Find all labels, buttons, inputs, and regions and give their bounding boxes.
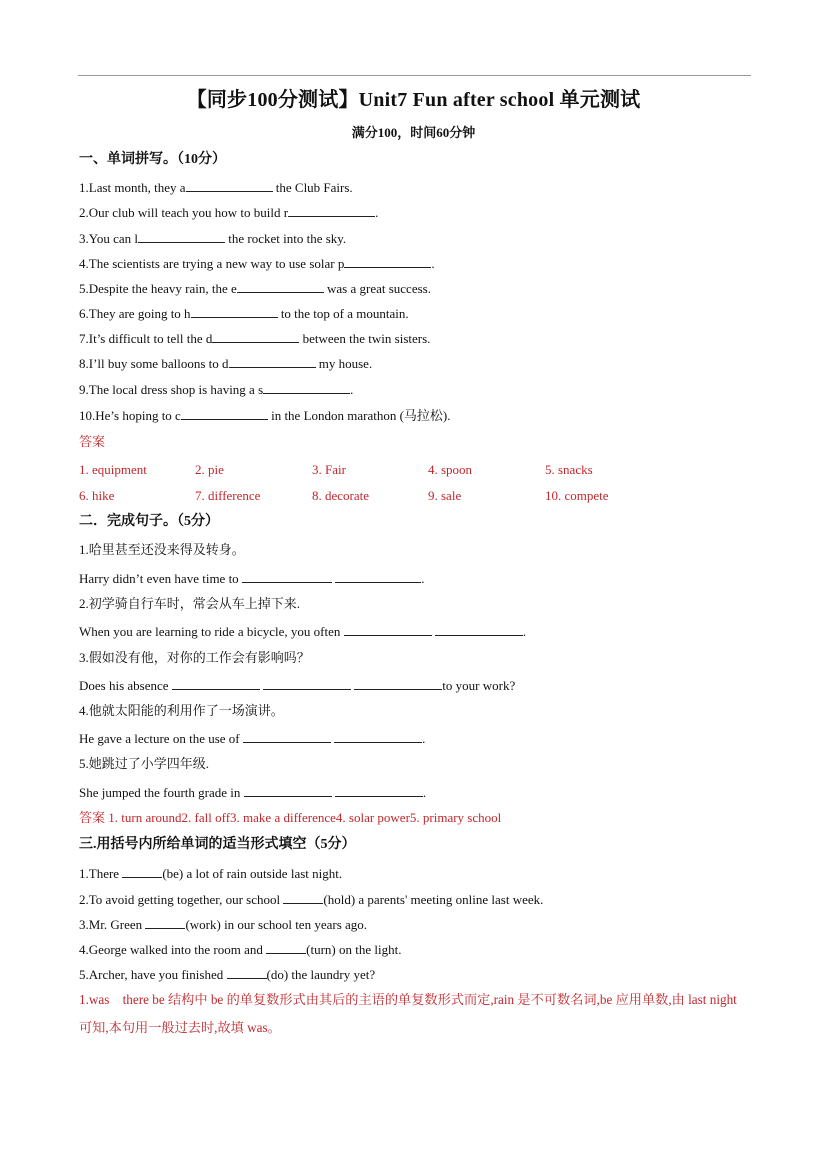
answer-blank[interactable] (229, 355, 316, 368)
answer-blank[interactable] (263, 677, 351, 690)
s3-question-5: 5.Archer, have you finished (do) the laundry yet? (79, 967, 376, 982)
answer-blank[interactable] (145, 916, 185, 929)
s3-question-2: 2.To avoid getting together, our school (hold) a parents' meeting online last week. (79, 892, 544, 907)
s3-question-4: 4.George walked into the room and (turn) on the light. (79, 942, 402, 957)
answer-item: 4. spoon (428, 462, 473, 477)
answer-blank[interactable] (344, 255, 431, 268)
answer-blank[interactable] (181, 407, 268, 420)
s2-english-3: Does his absence to your work? (79, 678, 516, 693)
s2-chinese-5: 5.她跳过了小学四年级. (79, 756, 210, 771)
s1-question-6: 6.They are going to h to the top of a mountain. (79, 306, 409, 321)
s3-question-3: 3.Mr. Green (work) in our school ten years ago. (79, 917, 368, 932)
answer-blank[interactable] (335, 784, 423, 797)
answer-item: 8. decorate (312, 488, 370, 503)
answer-blank[interactable] (122, 865, 162, 878)
answer-item: 5. snacks (545, 462, 593, 477)
section2-heading: 二．完成句子。（5分） (79, 514, 219, 529)
page-title: 【同步100分测试】Unit7 Fun after school 单元测试 (186, 89, 641, 111)
page-subtitle: 满分100，时间60分钟 (351, 125, 476, 140)
s1-question-3: 3.You can l the rocket into the sky. (79, 231, 347, 246)
answer-blank[interactable] (283, 891, 323, 904)
s1-question-1: 1.Last month, they a the Club Fairs. (79, 180, 353, 195)
answer-blank[interactable] (227, 966, 267, 979)
answer-blank[interactable] (334, 730, 422, 743)
section2-answers: 答案 1. turn around2. fall off3. make a difference4. solar power5. primary school (79, 810, 502, 825)
answer-blank[interactable] (242, 570, 332, 583)
answer-blank[interactable] (244, 784, 332, 797)
s1-question-10: 10.He’s hoping to c in the London marathon (马拉松). (79, 408, 451, 423)
answer-blank[interactable] (263, 381, 350, 394)
s2-english-1: Harry didn’t even have time to . (79, 571, 425, 586)
s1-question-8: 8.I’ll buy some balloons to d my house. (79, 356, 373, 371)
answer-item: 7. difference (195, 488, 261, 503)
answer-blank[interactable] (354, 677, 442, 690)
s1-question-7: 7.It’s difficult to tell the d between the twin sisters. (79, 331, 431, 346)
s2-english-2: When you are learning to ride a bicycle, you often . (79, 624, 527, 639)
answer-blank[interactable] (344, 623, 432, 636)
answer-blank[interactable] (172, 677, 260, 690)
s1-question-5: 5.Despite the heavy rain, the e was a great success. (79, 281, 431, 296)
s2-chinese-4: 4.他就太阳能的利用作了一场演讲。 (79, 703, 284, 718)
answer-item: 3. Fair (312, 462, 346, 477)
top-rule (78, 75, 751, 76)
s3-question-1: 1.There (be) a lot of rain outside last night. (79, 866, 343, 881)
answer-label: 答案 (79, 434, 106, 449)
answer-item: 2. pie (195, 462, 224, 477)
s2-chinese-3: 3.假如没有他，对你的工作会有影响吗？ (79, 650, 310, 665)
answer-blank[interactable] (191, 305, 278, 318)
section3-explanation: 1.was there be 结构中 be 的单复数形式由其后的主语的单复数形式而定,rain 是不可数名词,be 应用单数,由 last night 可知,本句用一般过去时,故填 was。 (79, 992, 737, 1035)
section1-heading: 一、单词拼写。（10分） (79, 152, 226, 167)
s1-question-2: 2.Our club will teach you how to build r . (79, 205, 379, 220)
s1-question-4: 4.The scientists are trying a new way to use solar p . (79, 256, 435, 271)
s2-english-5: She jumped the fourth grade in . (79, 785, 427, 800)
s1-question-9: 9.The local dress shop is having a s . (79, 382, 354, 397)
answer-blank[interactable] (138, 230, 225, 243)
answer-item: 10. compete (545, 488, 609, 503)
answer-blank[interactable] (335, 570, 421, 583)
answer-blank[interactable] (288, 204, 375, 217)
answer-blank[interactable] (237, 280, 324, 293)
s2-chinese-1: 1.哈里甚至还没来得及转身。 (79, 542, 245, 557)
s2-english-4: He gave a lecture on the use of . (79, 731, 426, 746)
answer-blank[interactable] (266, 941, 306, 954)
answer-item: 9. sale (428, 488, 462, 503)
section3-heading: 三.用括号内所给单词的适当形式填空（5分） (79, 837, 356, 852)
answer-item: 6. hike (79, 488, 115, 503)
answer-blank[interactable] (435, 623, 523, 636)
answer-blank[interactable] (243, 730, 331, 743)
s2-chinese-2: 2.初学骑自行车时，常会从车上掉下来. (79, 596, 301, 611)
answer-blank[interactable] (212, 330, 299, 343)
answer-blank[interactable] (186, 179, 273, 192)
answer-item: 1. equipment (79, 462, 147, 477)
